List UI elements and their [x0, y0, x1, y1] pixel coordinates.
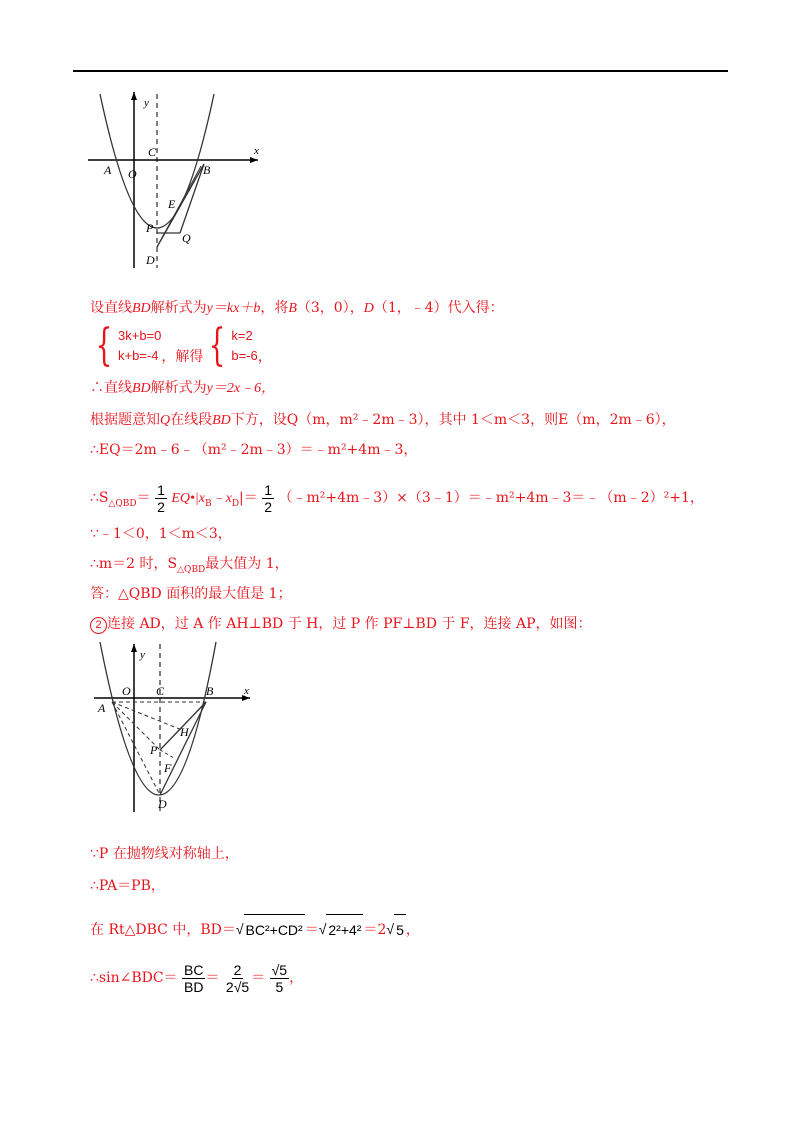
parabola-figure-1	[88, 92, 268, 274]
text-line-1: 设直线BD解析式为y＝kx＋b，将B（3，0），D（1，﹣4）代入得：	[90, 300, 504, 316]
label-o: O	[122, 684, 131, 698]
label-q: Q	[182, 231, 191, 245]
text-line-13: 在 Rt△DBC 中，BD＝√ BC²+CD² ＝√ 2²+4² ＝2√ 5 ，	[90, 914, 420, 945]
segment-bd	[160, 702, 206, 795]
label-e: E	[168, 197, 176, 211]
label-y: y	[140, 649, 145, 661]
parabola-figure-2	[94, 638, 264, 818]
label-a: A	[98, 701, 106, 715]
text-line-4: 根据题意知Q在线段BD下方，设Q（m，m²﹣2m﹣3），其中 1＜m＜3，则E（m，2m﹣6），	[90, 412, 676, 428]
text-line-14: ∴sin∠BDC＝ $\frac{BC}{BD}$ ＝ $\frac{2}{2√5}$ ＝ $\frac{√5}{5}$ ，	[90, 961, 304, 995]
label-x: x	[254, 145, 259, 157]
text-line-3: ∴直线BD解析式为y＝2x﹣6，	[90, 380, 276, 396]
text-line-9: 答：△QBD 面积的最大值是 1；	[90, 586, 292, 602]
label-a: A	[104, 163, 112, 177]
label-b: B	[206, 684, 214, 698]
label-h: H	[180, 725, 189, 739]
text-line-10: 2 连接 AD，过 A 作 AH⊥BD 于 H，过 P 作 PF⊥BD 于 F，连接 AP，如图：	[90, 614, 592, 634]
label-o: O	[128, 167, 137, 181]
header-rule	[73, 70, 728, 72]
label-x: x	[244, 685, 249, 697]
label-d: D	[146, 253, 155, 267]
text-line-12: ∴PA＝PB，	[90, 878, 165, 894]
text-line-8: ∴m＝2 时，$S_{\triangle QBD}$最大值为 1，	[90, 556, 289, 575]
label-c: C	[156, 684, 165, 698]
text-line-5: ∴EQ＝2m﹣6﹣（m²﹣2m﹣3）＝﹣m²+4m﹣3，	[90, 442, 418, 458]
text-line-7: ∵﹣1＜0，1＜m＜3，	[90, 526, 232, 542]
label-d: D	[158, 797, 167, 811]
label-f: F	[164, 761, 172, 775]
label-b: B	[203, 163, 211, 177]
text-line-6: $\therefore S_{\triangle QBD}=$ $\frac{1}{2}$ $EQ•|x_B﹣x_D|=$ $\frac{1}{2}$ （﹣m²+4m﹣3）×（3﹣1）＝﹣m²+4m﹣3＝﹣（m﹣2）²+1，	[90, 481, 704, 515]
label-p: P	[146, 221, 154, 235]
equation-system: { 3k+b=0 k+b=-4 ，解得 { k=2 b=-6 ，	[95, 320, 272, 371]
text-line-11: ∵P 在抛物线对称轴上，	[90, 846, 239, 862]
label-y: y	[144, 97, 149, 109]
label-p: P	[150, 743, 158, 757]
label-c: C	[148, 145, 157, 159]
parabola-curve	[100, 642, 216, 795]
